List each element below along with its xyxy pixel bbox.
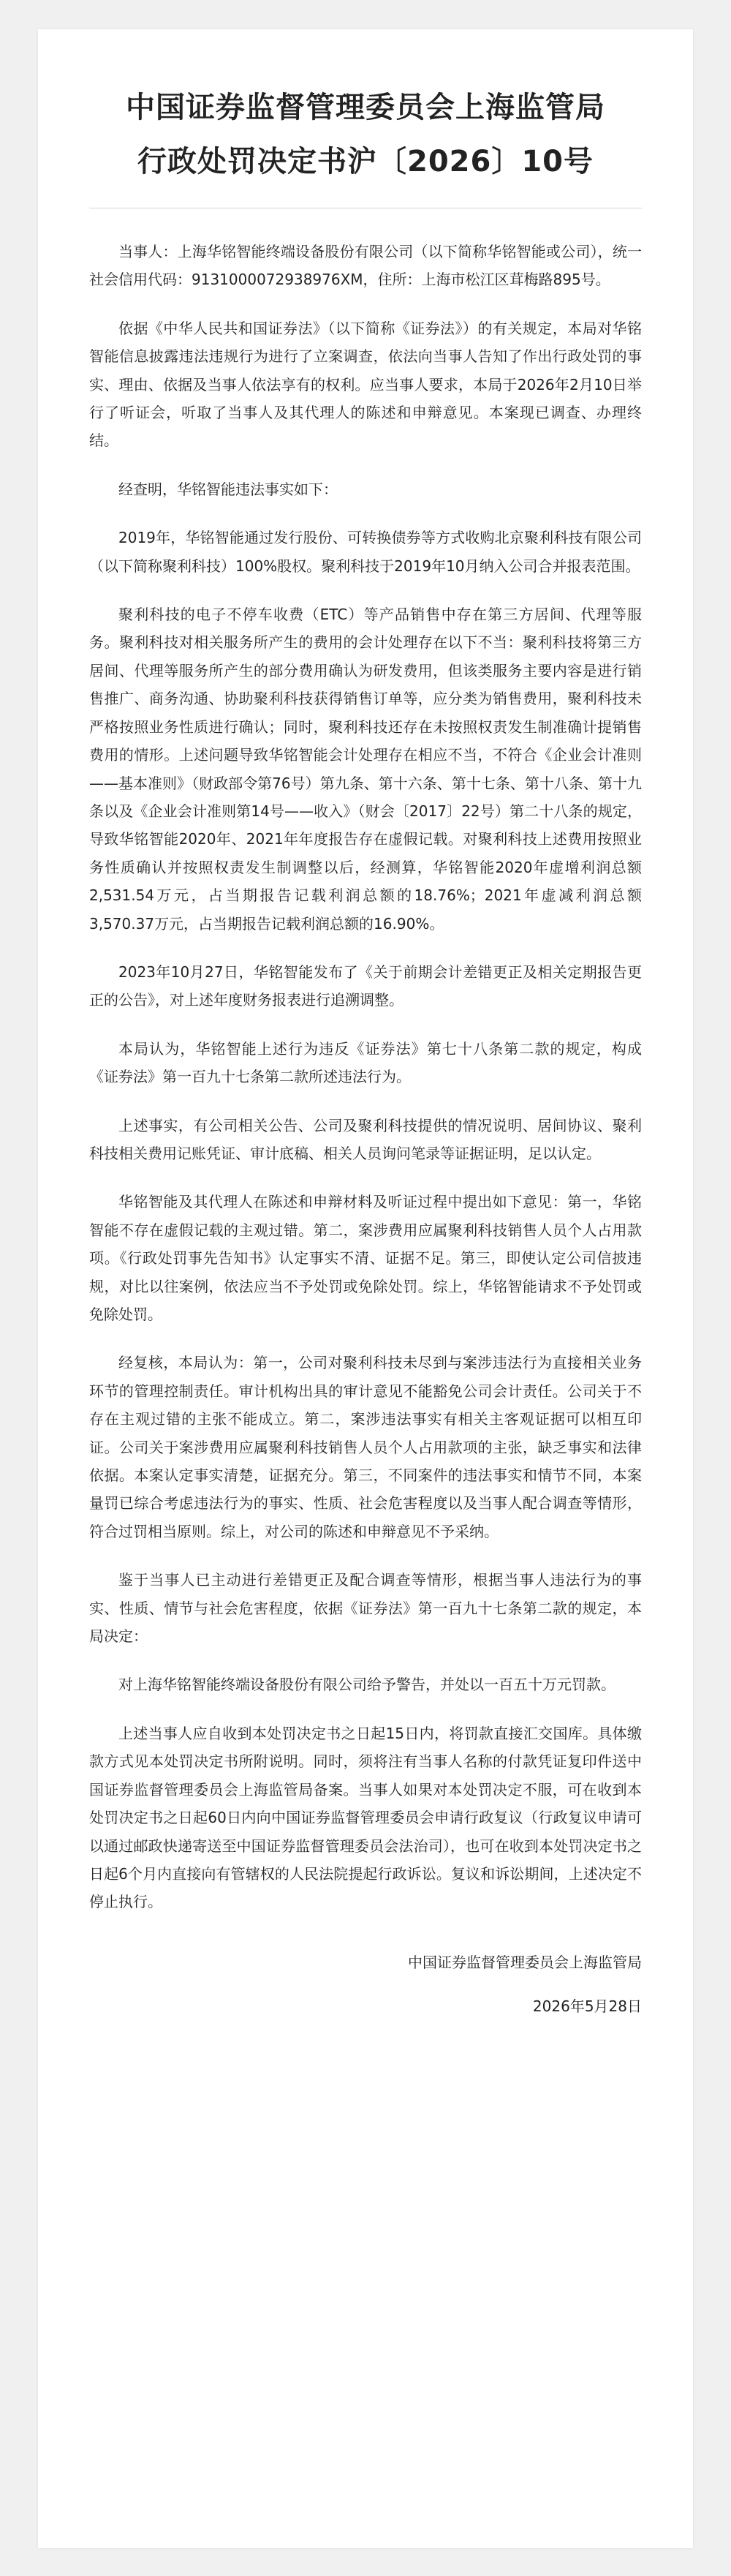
paragraph-penalty: 对上海华铭智能终端设备股份有限公司给予警告，并处以一百五十万元罚款。 — [118, 1676, 616, 1694]
issuer-signature: 中国证券监督管理委员会上海监管局 — [408, 1953, 642, 1971]
document-title — [89, 80, 642, 189]
paragraph-findings-intro: 经查明，华铭智能违法事实如下： — [118, 480, 338, 498]
paragraph-accounting-issue: 聚利科技的电子不停车收费（ETC）等产品销售中存在第三方居间、代理等服务。聚利科技对相关服务所产生的费用的会计处理存在以下不当：聚利科技将第三方居间、代理等服务所产生的部分费用确认为研发费用，但该类服务主要内容是进行销售推广、商务沟通、协助聚利科技获得销售订单等，应分类为销售费用，聚利科技未严格按照业务性质进行确认；同时，聚利科技还存在未按照权责发生制准确计提销售费用的情形。上述问题导致华铭智能会计处理存在相应不当，不符合《企业会计准则——基本准则》（财政部令第76号）第九条、第十六条、第十七条、第十八条、第十九条以及《企业会计准则第14号——收入》（财会〔2017〕22号）第二十八条的规定，导致华铭智能2020年、2021年年度报告存在虚假记载。对聚利科技上述费用按照业务性质确认并按照权责发生制调整以后，经测算，华铭智能2020年虚增利润总额2,531.54万元，占当期报告记载利润总额的18.76%；2021年虚减利润总额3,570.37万元，占当期报告记载利润总额的16.90%。 — [89, 606, 642, 933]
paragraph-evidence: 上述事实，有公司相关公告、公司及聚利科技提供的情况说明、居间协议、聚利科技相关费用记账凭证、审计底稿、相关人员询问笔录等证据证明，足以认定。 — [89, 1116, 642, 1162]
paragraph-review: 经复核，本局认为：第一，公司对聚利科技未尽到与案涉违法行为直接相关业务环节的管理控制责任。审计机构出具的审计意见不能豁免公司会计责任。公司关于不存在主观过错的主张不能成立。第二，案涉违法事实有相关主客观证据可以相互印证。公司关于案涉费用应属聚利科技销售人员个人占用款项的主张，缺乏事实和法律依据。本案认定事实清楚，证据充分。第三，不同案件的违法事实和情节不同，本案量罚已综合考虑违法行为的事实、性质、社会危害程度以及当事人配合调查等情形，符合过罚相当原则。综上，对公司的陈述和申辩意见不予采纳。 — [89, 1354, 642, 1540]
paragraph-violation: 本局认为，华铭智能上述行为违反《证券法》第七十八条第二款的规定，构成《证券法》第一百九十七条第二款所述违法行为。 — [89, 1039, 642, 1086]
document-page — [38, 29, 693, 2548]
paragraph-defense: 华铭智能及其代理人在陈述和申辩材料及听证过程中提出如下意见：第一，华铭智能不存在虚假记载的主观过错。第二，案涉费用应属聚利科技销售人员个人占用款项。《行政处罚事先告知书》认定事实不清、证据不足。第三，即使认定公司信披违规，对比以往案例，依法应当不予处罚或免除处罚。综上，华铭智能请求不予处罚或免除处罚。 — [89, 1193, 642, 1323]
paragraph-basis: 依据《中华人民共和国证券法》（以下简称《证券法》）的有关规定，本局对华铭智能信息披露违法违规行为进行了立案调查，依法向当事人告知了作出行政处罚的事实、理由、依据及当事人依法享有的权利。应当事人要求，本局于2026年2月10日举行了听证会，听取了当事人及其代理人的陈述和申辩意见。本案现已调查、办理终结。 — [89, 319, 642, 450]
title-line-1: 中国证券监督管理委员会上海监管局 — [126, 91, 605, 124]
issue-date: 2026年5月28日 — [532, 1997, 642, 2015]
title-line-2: 行政处罚决定书沪〔2026〕10号 — [137, 145, 594, 178]
paragraph-payment-appeal: 上述当事人应自收到本处罚决定书之日起15日内，将罚款直接汇交国库。具体缴款方式见本处罚决定书所附说明。同时，须将注有当事人名称的付款凭证复印件送中国证券监督管理委员会上海监管局备案。当事人如果对本处罚决定不服，可在收到本处罚决定书之日起60日内向中国证券监督管理委员会申请行政复议（行政复议申请可以通过邮政快递寄送至中国证券监督管理委员会法治司），也可在收到本处罚决定书之日起6个月内直接向有管辖权的人民法院提起行政诉讼。复议和诉讼期间，上述决定不停止执行。 — [89, 1724, 642, 1911]
paragraph-correction: 2023年10月27日，华铭智能发布了《关于前期会计差错更正及相关定期报告更正的公告》，对上述年度财务报表进行追溯调整。 — [89, 963, 642, 1009]
paragraph-acquisition: 2019年，华铭智能通过发行股份、可转换债券等方式收购北京聚利科技有限公司（以下简称聚利科技）100%股权。聚利科技于2019年10月纳入公司合并报表范围。 — [89, 529, 642, 575]
paragraph-decision-intro: 鉴于当事人已主动进行差错更正及配合调查等情形，根据当事人违法行为的事实、性质、情节与社会危害程度，依据《证券法》第一百九十七条第二款的规定，本局决定： — [89, 1571, 642, 1646]
paragraph-party: 当事人：上海华铭智能终端设备股份有限公司（以下简称华铭智能或公司），统一社会信用代码：9131000072938976XM，住所：上海市松江区茸梅路895号。 — [89, 243, 642, 289]
document-body — [89, 238, 642, 1916]
